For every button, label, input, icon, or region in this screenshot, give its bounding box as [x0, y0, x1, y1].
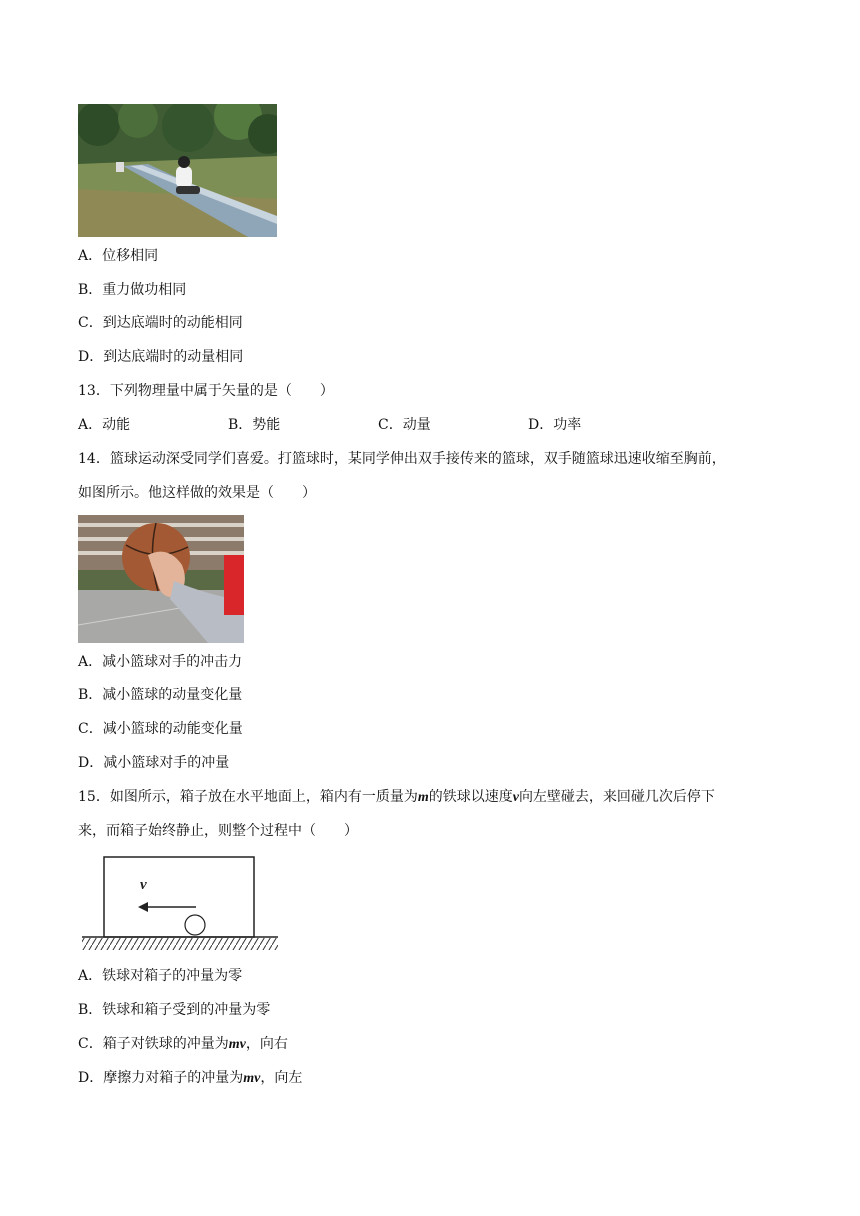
- ground-hatch: [82, 938, 278, 950]
- q14-stem-line2: 如图所示。他这样做的效果是（ ）: [78, 485, 316, 501]
- arrow-head: [138, 902, 148, 912]
- q13-option-d[interactable]: D．功率: [528, 417, 582, 433]
- q14-option-a[interactable]: A．减小篮球对手的冲击力: [78, 654, 243, 670]
- q12-option-b[interactable]: B．重力做功相同: [78, 282, 187, 298]
- q15-option-d[interactable]: D．摩擦力对箱子的冲量为mv，向左: [78, 1070, 303, 1086]
- q15-option-a[interactable]: A．铁球对箱子的冲量为零: [78, 968, 243, 984]
- q15-stem-line1: 15．如图所示，箱子放在水平地面上，箱内有一质量为m的铁球以速度v向左壁碰去，来回碰几次后停下: [78, 789, 715, 805]
- velocity-symbol: v: [512, 790, 519, 805]
- q15-option-c[interactable]: C．箱子对铁球的冲量为mv，向右: [78, 1036, 288, 1052]
- q13-stem: 13．下列物理量中属于矢量的是（ ）: [78, 383, 334, 399]
- q13-options-row: [78, 415, 778, 435]
- box-ball-diagram: [80, 855, 280, 955]
- q14-stem-line1: 14．篮球运动深受同学们喜爱。打篮球时，某同学伸出双手接传来的篮球，双手随篮球迅速收缩至胸前，: [78, 451, 726, 467]
- q12-option-d[interactable]: D．到达底端时的动量相同: [78, 349, 244, 365]
- q15-stem-line2: 来，而箱子始终静止，则整个过程中（ ）: [78, 823, 358, 839]
- basketball-catch-photo: [78, 515, 244, 643]
- mass-symbol: m: [417, 790, 429, 805]
- q13-option-b[interactable]: B．势能: [228, 417, 281, 433]
- q12-option-c[interactable]: C．到达底端时的动能相同: [78, 315, 243, 331]
- q14-option-b[interactable]: B．减小篮球的动量变化量: [78, 687, 243, 703]
- q14-option-c[interactable]: C．减小篮球的动能变化量: [78, 721, 243, 737]
- q14-option-d[interactable]: D．减小篮球对手的冲量: [78, 755, 230, 771]
- q15-option-b[interactable]: B．铁球和箱子受到的冲量为零: [78, 1002, 271, 1018]
- box-outline: [104, 857, 254, 937]
- q13-option-c[interactable]: C．动量: [378, 417, 431, 433]
- iron-ball: [185, 915, 205, 935]
- q12-option-a[interactable]: A．位移相同: [78, 248, 159, 264]
- q13-option-a[interactable]: A．动能: [78, 417, 131, 433]
- velocity-label: v: [140, 877, 147, 893]
- alpine-slide-photo: [78, 104, 277, 237]
